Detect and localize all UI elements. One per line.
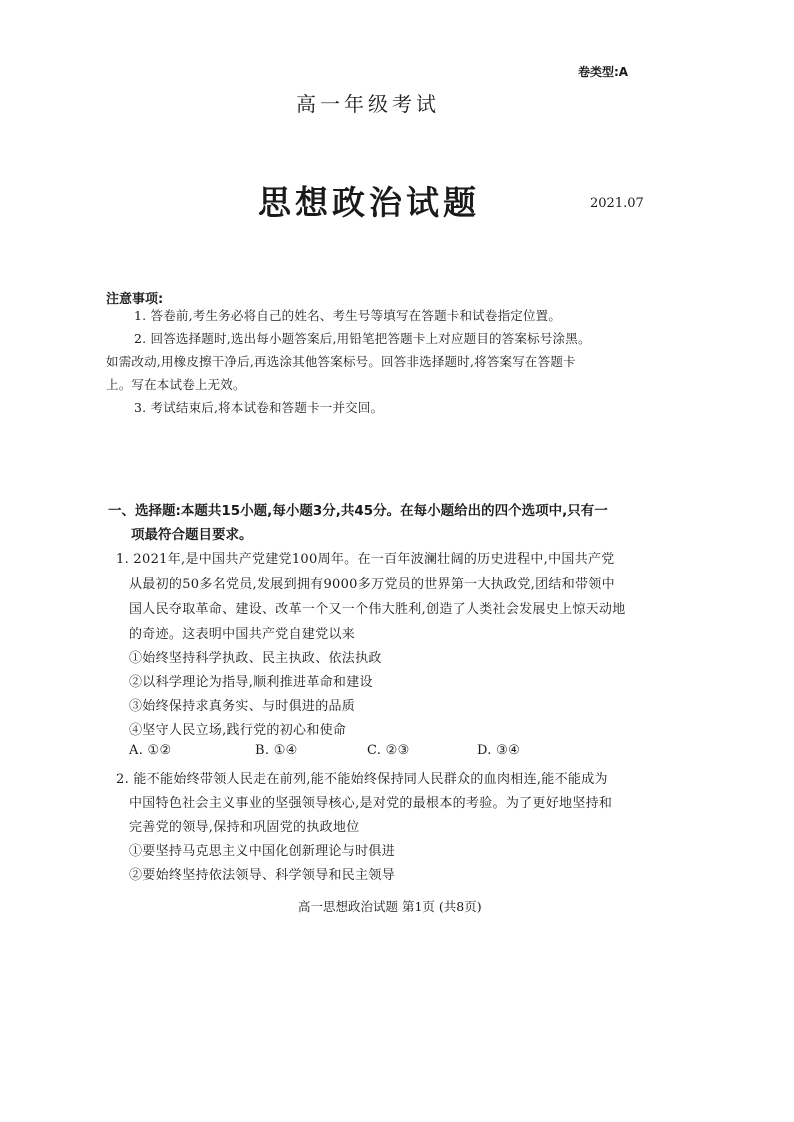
notice-item-2-line-3: 上。写在本试卷上无效。 <box>106 377 246 392</box>
question-stem-line: 完善党的领导,保持和巩固党的执政地位 <box>129 820 360 835</box>
question-stem-line: 从最初的50多名党员,发展到拥有9000多万党员的世界第一大执政党,团结和带领中 <box>129 577 615 592</box>
statement-option: ①始终坚持科学执政、民主执政、依法执政 <box>129 651 382 666</box>
section-heading-line-1: 一、选择题:本题共15小题,每小题3分,共45分。在每小题给出的四个选项中,只有一 <box>108 503 608 519</box>
page-footer: 高一思想政治试题 第1页 (共8页) <box>298 899 482 914</box>
answer-choice-d: D. ③④ <box>477 743 521 758</box>
answer-choice-c: C. ②③ <box>367 743 410 758</box>
exam-title: 思想政治试题 <box>258 183 480 222</box>
statement-option: ④坚守人民立场,践行党的初心和使命 <box>129 723 347 738</box>
question-stem-line: 2. 能不能始终带领人民走在前列,能不能始终保持同人民群众的血肉相连,能不能成为 <box>116 772 608 787</box>
question-stem-line: 的奇迹。这表明中国共产党自建党以来 <box>129 627 356 642</box>
paper-type-label: 卷类型:A <box>578 65 629 79</box>
notice-item-2-line-2: 如需改动,用橡皮擦干净后,再选涂其他答案标号。回答非选择题时,将答案写在答题卡 <box>106 354 576 369</box>
statement-option: ②要始终坚持依法领导、科学领导和民主领导 <box>129 868 396 883</box>
statement-option: ②以科学理论为指导,顺利推进革命和建设 <box>129 675 373 690</box>
notice-item-3: 3. 考试结束后,将本试卷和答题卡一并交回。 <box>134 400 384 415</box>
statement-option: ③始终保持求真务实、与时俱进的品质 <box>129 699 356 714</box>
section-heading-line-2: 项最符合题目要求。 <box>131 527 253 543</box>
answer-choice-a: A. ①② <box>129 743 172 758</box>
grade-title: 高一年级考试 <box>296 92 440 116</box>
notice-item-1: 1. 答卷前,考生务必将自己的姓名、考生号等填写在答题卡和试卷指定位置。 <box>134 308 562 323</box>
statement-option: ①要坚持马克思主义中国化创新理论与时俱进 <box>129 844 396 859</box>
exam-date: 2021.07 <box>590 196 644 211</box>
question-stem-line: 国人民夺取革命、建设、改革一个又一个伟大胜利,创造了人类社会发展史上惊天动地 <box>129 602 626 617</box>
question-stem-line: 中国特色社会主义事业的坚强领导核心,是对党的最根本的考验。为了更好地坚持和 <box>129 796 613 811</box>
notice-heading: 注意事项: <box>106 292 164 307</box>
answer-choice-b: B. ①④ <box>255 743 298 758</box>
question-stem-line: 1. 2021年,是中国共产党建党100周年。在一百年波澜壮阔的历史进程中,中国共产党 <box>116 552 615 567</box>
notice-item-2-line-1: 2. 回答选择题时,选出每小题答案后,用铅笔把答题卡上对应题目的答案标号涂黑。 <box>134 331 591 346</box>
